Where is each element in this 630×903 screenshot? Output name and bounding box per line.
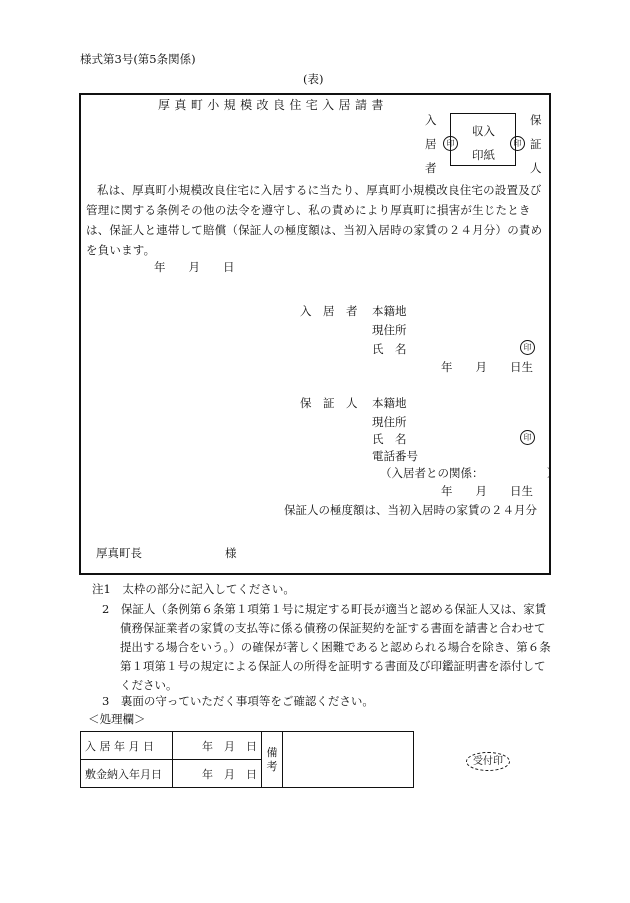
tenant-address-label: 現住所: [372, 323, 407, 337]
processing-heading: ＜処理欄＞: [88, 712, 146, 726]
processing-table: [80, 731, 414, 788]
guarantor-address-label: 現住所: [372, 415, 407, 429]
stamp-label-guarantor-3: 人: [530, 161, 542, 175]
note-2-line-5: ください。: [120, 678, 178, 692]
revenue-stamp-line-1: 収入: [472, 124, 495, 138]
tenant-seal-icon: 印: [443, 136, 458, 151]
note-2-line-2: 債務保証業者の家賃の支払等に係る債務の保証契約を証する書面を請書と合わせて: [120, 621, 546, 635]
guarantor-domicile-label: 本籍地: [372, 396, 407, 410]
stamp-label-tenant-2: 居: [425, 137, 437, 151]
tenant-name-label: 氏 名: [372, 342, 407, 356]
tenant-domicile-label: 本籍地: [372, 304, 407, 318]
guarantor-name-label: 氏 名: [372, 432, 407, 446]
guarantor-phone-label: 電話番号: [372, 449, 418, 463]
remarks-field[interactable]: [283, 732, 414, 788]
note-2-line-1: 2 保証人（条例第６条第１項第１号に規定する町長が適当と認める保証人又は、家賃: [102, 602, 547, 616]
date-line: 年 月 日: [154, 260, 235, 274]
tenant-birthdate-label: 年 月 日生: [441, 360, 533, 374]
receipt-stamp-icon: 受付印: [466, 752, 510, 771]
note-2-line-4: 第１項第１号の規定による保証人の所得を証明する書面及び印鑑証明書を添付して: [120, 659, 546, 673]
note-1: 注1 太枠の部分に記入してください。: [92, 582, 295, 596]
move-in-date-label: 入 居 年 月 日: [81, 732, 173, 760]
note-2-line-3: 提出する場合をいう。）の確保が著しく困難であると認められる場合を除き、第６条: [120, 640, 551, 654]
stamp-label-guarantor-2: 証: [530, 137, 542, 151]
page-side-label: (表): [303, 72, 324, 86]
stamp-label-tenant-3: 者: [425, 161, 437, 175]
tenant-role-label: 入 居 者: [300, 304, 358, 318]
revenue-stamp-line-2: 印紙: [472, 148, 495, 162]
guarantor-name-seal-icon: 印: [520, 430, 535, 445]
remarks-label: 備考: [262, 732, 283, 788]
addressee-honorific: 様: [225, 546, 237, 560]
stamp-label-tenant-1: 入: [425, 113, 437, 127]
guarantor-seal-icon: 印: [510, 136, 525, 151]
guarantor-limit-note: 保証人の極度額は、当初入居時の家賃の２４月分: [284, 503, 537, 517]
tenant-name-seal-icon: 印: [520, 340, 535, 355]
guarantor-birthdate-label: 年 月 日生: [441, 484, 533, 498]
pledge-paragraph: 私は、厚真町小規模改良住宅に入居するに当たり、厚真町小規模改良住宅の設置及び管理に関する条例その他の法令を遵守し、私の責めにより厚真町に損害が生じたときは、保証人と連帯して賠償（保証人の極度額は、当初入居時の家賃の２４月分）の責めを負います。: [86, 183, 543, 257]
guarantor-role-label: 保 証 人: [300, 396, 358, 410]
move-in-date-field[interactable]: 年 月 日: [173, 732, 262, 760]
note-3: 3 裏面の守っていただく事項等をご確認ください。: [102, 694, 374, 708]
form-number: 様式第3号(第5条関係): [80, 52, 196, 66]
deposit-date-label: 敷金納入年月日: [81, 760, 173, 788]
deposit-date-field[interactable]: 年 月 日: [173, 760, 262, 788]
guarantor-relation-label: （入居者との関係： ）: [380, 466, 559, 480]
stamp-label-guarantor-1: 保: [530, 113, 542, 127]
form-title: 厚 真 町 小 規 模 改 良 住 宅 入 居 請 書: [158, 98, 384, 112]
addressee-label: 厚真町長: [96, 546, 142, 560]
